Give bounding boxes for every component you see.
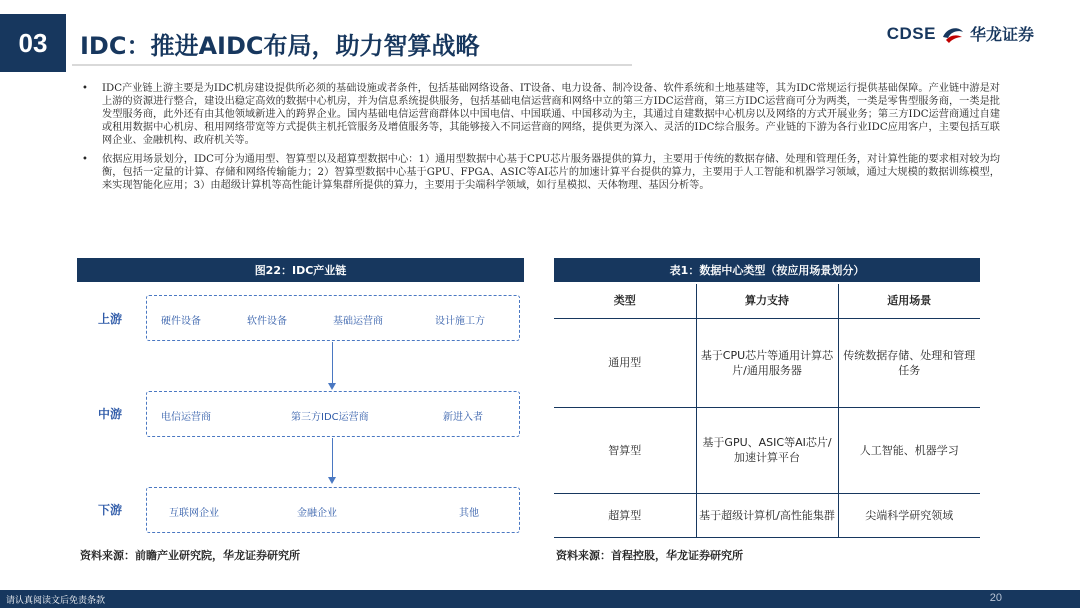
table-cell: 智算型 [554, 407, 696, 493]
chain-box-midstream [146, 391, 520, 437]
table-cell: 人工智能、机器学习 [838, 407, 980, 493]
table-source: 资料来源：首程控股，华龙证券研究所 [556, 549, 743, 562]
table-cell: 超算型 [554, 493, 696, 537]
chain-label-downstream: 下游 [98, 503, 123, 517]
table-cell: 基于超级计算机/高性能集群 [696, 493, 838, 537]
flow-arrow-line [332, 438, 333, 478]
chain-item: 金融企业 [297, 508, 337, 519]
page-number: 20 [989, 592, 1002, 604]
section-number: 03 [0, 14, 66, 72]
logo-chinese: 华龙证券 [969, 25, 1034, 44]
chain-label-upstream: 上游 [98, 312, 123, 326]
table-cell: 基于CPU芯片等通用计算芯片/通用服务器 [696, 318, 838, 407]
body-text [80, 82, 1000, 198]
page-title: IDC：推进AIDC布局，助力智算战略 [80, 32, 480, 60]
arrow-down-icon [328, 477, 336, 484]
paragraph-text: IDC产业链上游主要是为IDC机房建设提供所必须的基础设施或者条件，包括基础网络设备、IT设备、电力设备、制冷设备、软件系统和土地基建等，其为IDC常规运行提供基础保障。产业链中游是对上游的资源进行整合，建设出稳定高效的数据中心机房，并为信息系统提供服务，包括基础电信运营商和网络中立的第三方IDC运营商，第三方IDC运营商可分为两类，一类是零售型服务商，一类是批发型服务商，此外还有由其他领域新进入的跨界企业。国内基础电信运营商群体以中国电信、中国联通、中国移动为主，其通过自建数据中心机房以及网络的方式开展业务；第三方IDC运营商通过自建或租用数据中心机房、租用网络带宽等方式提供主机托管服务及增值服务等，其能够接入不同运营商的网络，提供更为深入、灵活的IDC综合服务。产业链的下游为各行业IDC应用客户，主要包括互联网企业、金融机构、政府机关等。 [102, 83, 1000, 146]
table-header-cell: 类型 [554, 284, 696, 318]
paragraph-industry-chain [80, 82, 1000, 147]
disclaimer-link[interactable]: 请认真阅读文后免责条款 [6, 596, 106, 606]
chain-item: 硬件设备 [161, 316, 201, 327]
figure-title: 图22：IDC产业链 [77, 258, 524, 282]
chain-box-downstream [146, 487, 520, 533]
bullet-icon: • [82, 83, 88, 94]
table-cell: 尖端科学研究领域 [838, 493, 980, 537]
paragraph-dc-types [80, 153, 1000, 192]
arrow-down-icon [328, 383, 336, 390]
chain-item: 设计施工方 [435, 316, 485, 327]
logo-english: CDSE [886, 23, 936, 43]
datacenter-type-table [554, 284, 980, 538]
table-cell: 传统数据存储、处理和管理任务 [838, 318, 980, 407]
table-cell: 基于GPU、ASIC等AI芯片/加速计算平台 [696, 407, 838, 493]
table-header-row [554, 284, 980, 318]
table-cell: 通用型 [554, 318, 696, 407]
title-divider [72, 64, 632, 66]
table-title: 表1：数据中心类型（按应用场景划分） [554, 258, 980, 282]
chain-box-upstream [146, 295, 520, 341]
bullet-icon: • [82, 154, 88, 165]
company-logo [887, 22, 1034, 45]
chain-label-midstream: 中游 [98, 407, 123, 421]
chain-item: 软件设备 [247, 316, 287, 327]
paragraph-text: 依据应用场景划分，IDC可分为通用型、智算型以及超算型数据中心：1）通用型数据中心基于CPU芯片服务器提供的算力，主要用于传统的数据存储、处理和管理任务，对计算性能的要求相对较为均衡，包括一定量的计算、存储和网络传输能力；2）智算型数据中心基于GPU、FPGA、ASIC等AI芯片的加速计算平台提供的算力，主要用于人工智能和机器学习领域，通过大规模的数据训练模型，来实现智能化应用；3）由超级计算机等高性能计算集群所提供的算力，主要用于尖端科学领域，如行星模拟、天体物理、基因分析等。 [102, 154, 1000, 191]
chain-item: 其他 [459, 508, 479, 519]
chain-item: 第三方IDC运营商 [291, 412, 369, 423]
dragon-logo-icon [940, 23, 966, 45]
chain-item: 基础运营商 [333, 316, 383, 327]
table-header-cell: 适用场景 [838, 284, 980, 318]
table-row [554, 493, 980, 537]
footer-bar [0, 590, 1080, 608]
table-header-cell: 算力支持 [696, 284, 838, 318]
chain-item: 新进入者 [443, 412, 483, 423]
flow-arrow-line [332, 342, 333, 384]
table-row [554, 318, 980, 407]
chain-item: 电信运营商 [161, 412, 211, 423]
figure-source: 资料来源：前瞻产业研究院，华龙证券研究所 [80, 549, 300, 562]
chain-item: 互联网企业 [169, 508, 219, 519]
table-row [554, 407, 980, 493]
